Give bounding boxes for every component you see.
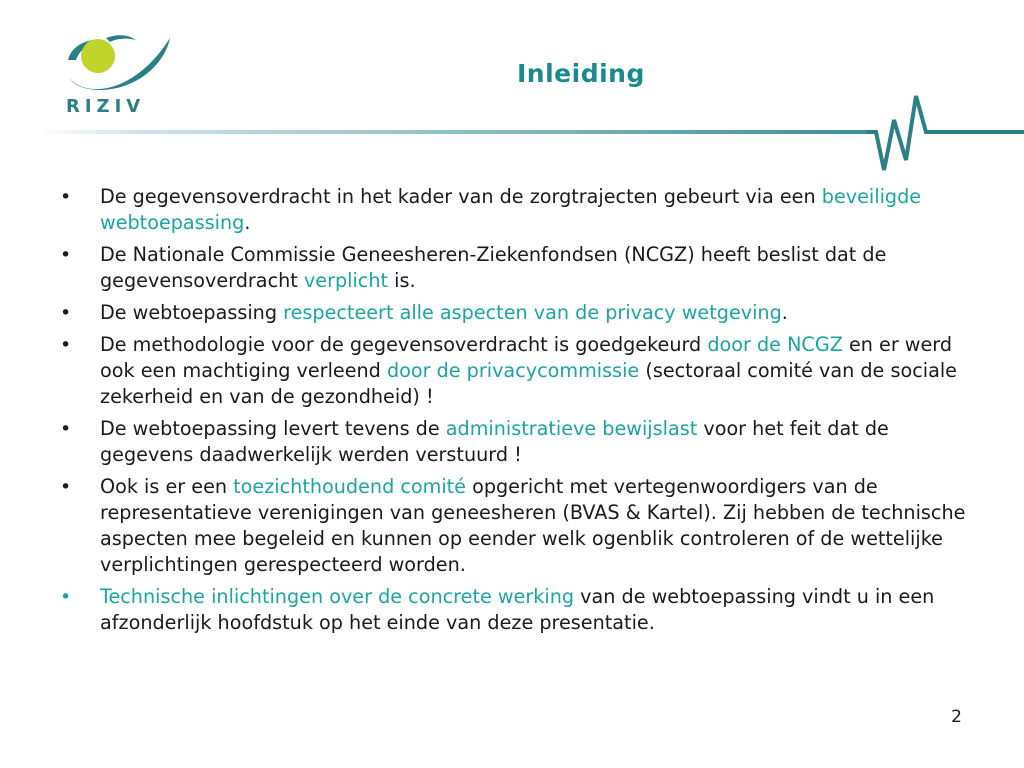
bullet-text: . <box>781 301 788 324</box>
highlight-text: door de privacycommissie <box>386 359 640 382</box>
bullet-text: De webtoepassing levert tevens de <box>100 417 446 440</box>
highlight-text: beveiligde webtoepassing <box>100 185 922 234</box>
highlight-text: door de NCGZ <box>707 333 843 356</box>
logo-text: RIZIV <box>66 96 146 117</box>
bullet-icon: • <box>60 244 72 266</box>
bullet-item <box>60 584 975 636</box>
page-number: 2 <box>951 707 962 727</box>
bullet-item <box>60 416 975 468</box>
bullet-text: De webtoepassing <box>100 301 284 324</box>
bullet-item <box>60 300 975 326</box>
bullet-text: is. <box>388 269 416 292</box>
bullet-list <box>60 184 975 636</box>
bullet-text: (sectoraal comité van de sociale zekerheid en van de gezondheid) ! <box>100 359 957 408</box>
bullet-text: De gegevensoverdracht in het kader van de zorgtrajecten gebeurt via een <box>100 185 822 208</box>
slide-title: Inleiding <box>517 59 645 88</box>
bullet-text: opgericht met vertegenwoordigers van de representatieve verenigingen van geneesheren (BVAS & Kartel). Zij hebben de technische aspecten mee begeleid en kunnen op eender welk ogenblik controleren of de wettelijke verplichtingen gerespecteerd worden. <box>100 475 966 576</box>
bullet-text: en er werd ook een machtiging verleend <box>100 333 953 382</box>
highlight-text: respecteert alle aspecten van de privacy wetgeving <box>283 301 782 324</box>
bullet-text: De Nationale Commissie Geneesheren-Ziekenfondsen (NCGZ) heeft beslist dat de gegevensoverdracht <box>100 243 887 292</box>
bullet-text: De methodologie voor de gegevensoverdracht is goedgekeurd <box>100 333 708 356</box>
highlight-text: Technische inlichtingen over de concrete werking <box>100 585 575 608</box>
bullet-text: voor het feit dat de gegevens daadwerkelijk werden verstuurd ! <box>100 417 889 466</box>
bullet-icon: • <box>60 334 72 356</box>
bullet-icon: • <box>60 476 72 498</box>
highlight-text: administratieve bewijslast <box>445 417 698 440</box>
bullet-text: van de webtoepassing vindt u in een afzonderlijk hoofdstuk op het einde van deze presentatie. <box>100 585 935 634</box>
highlight-text: verplicht <box>303 269 389 292</box>
highlight-text: toezichthoudend comité <box>233 475 466 498</box>
bullet-item <box>60 242 975 294</box>
bullet-item <box>60 332 975 410</box>
bullet-icon: • <box>60 302 72 324</box>
bullet-text: Ook is er een <box>100 475 234 498</box>
bullet-icon: • <box>60 586 72 608</box>
bullet-item <box>60 184 975 236</box>
slide-content <box>60 184 975 642</box>
bullet-text: . <box>244 211 251 234</box>
bullet-icon: • <box>60 186 72 208</box>
bullet-item <box>60 474 975 578</box>
heartbeat-divider <box>0 90 1024 180</box>
bullet-icon: • <box>60 418 72 440</box>
